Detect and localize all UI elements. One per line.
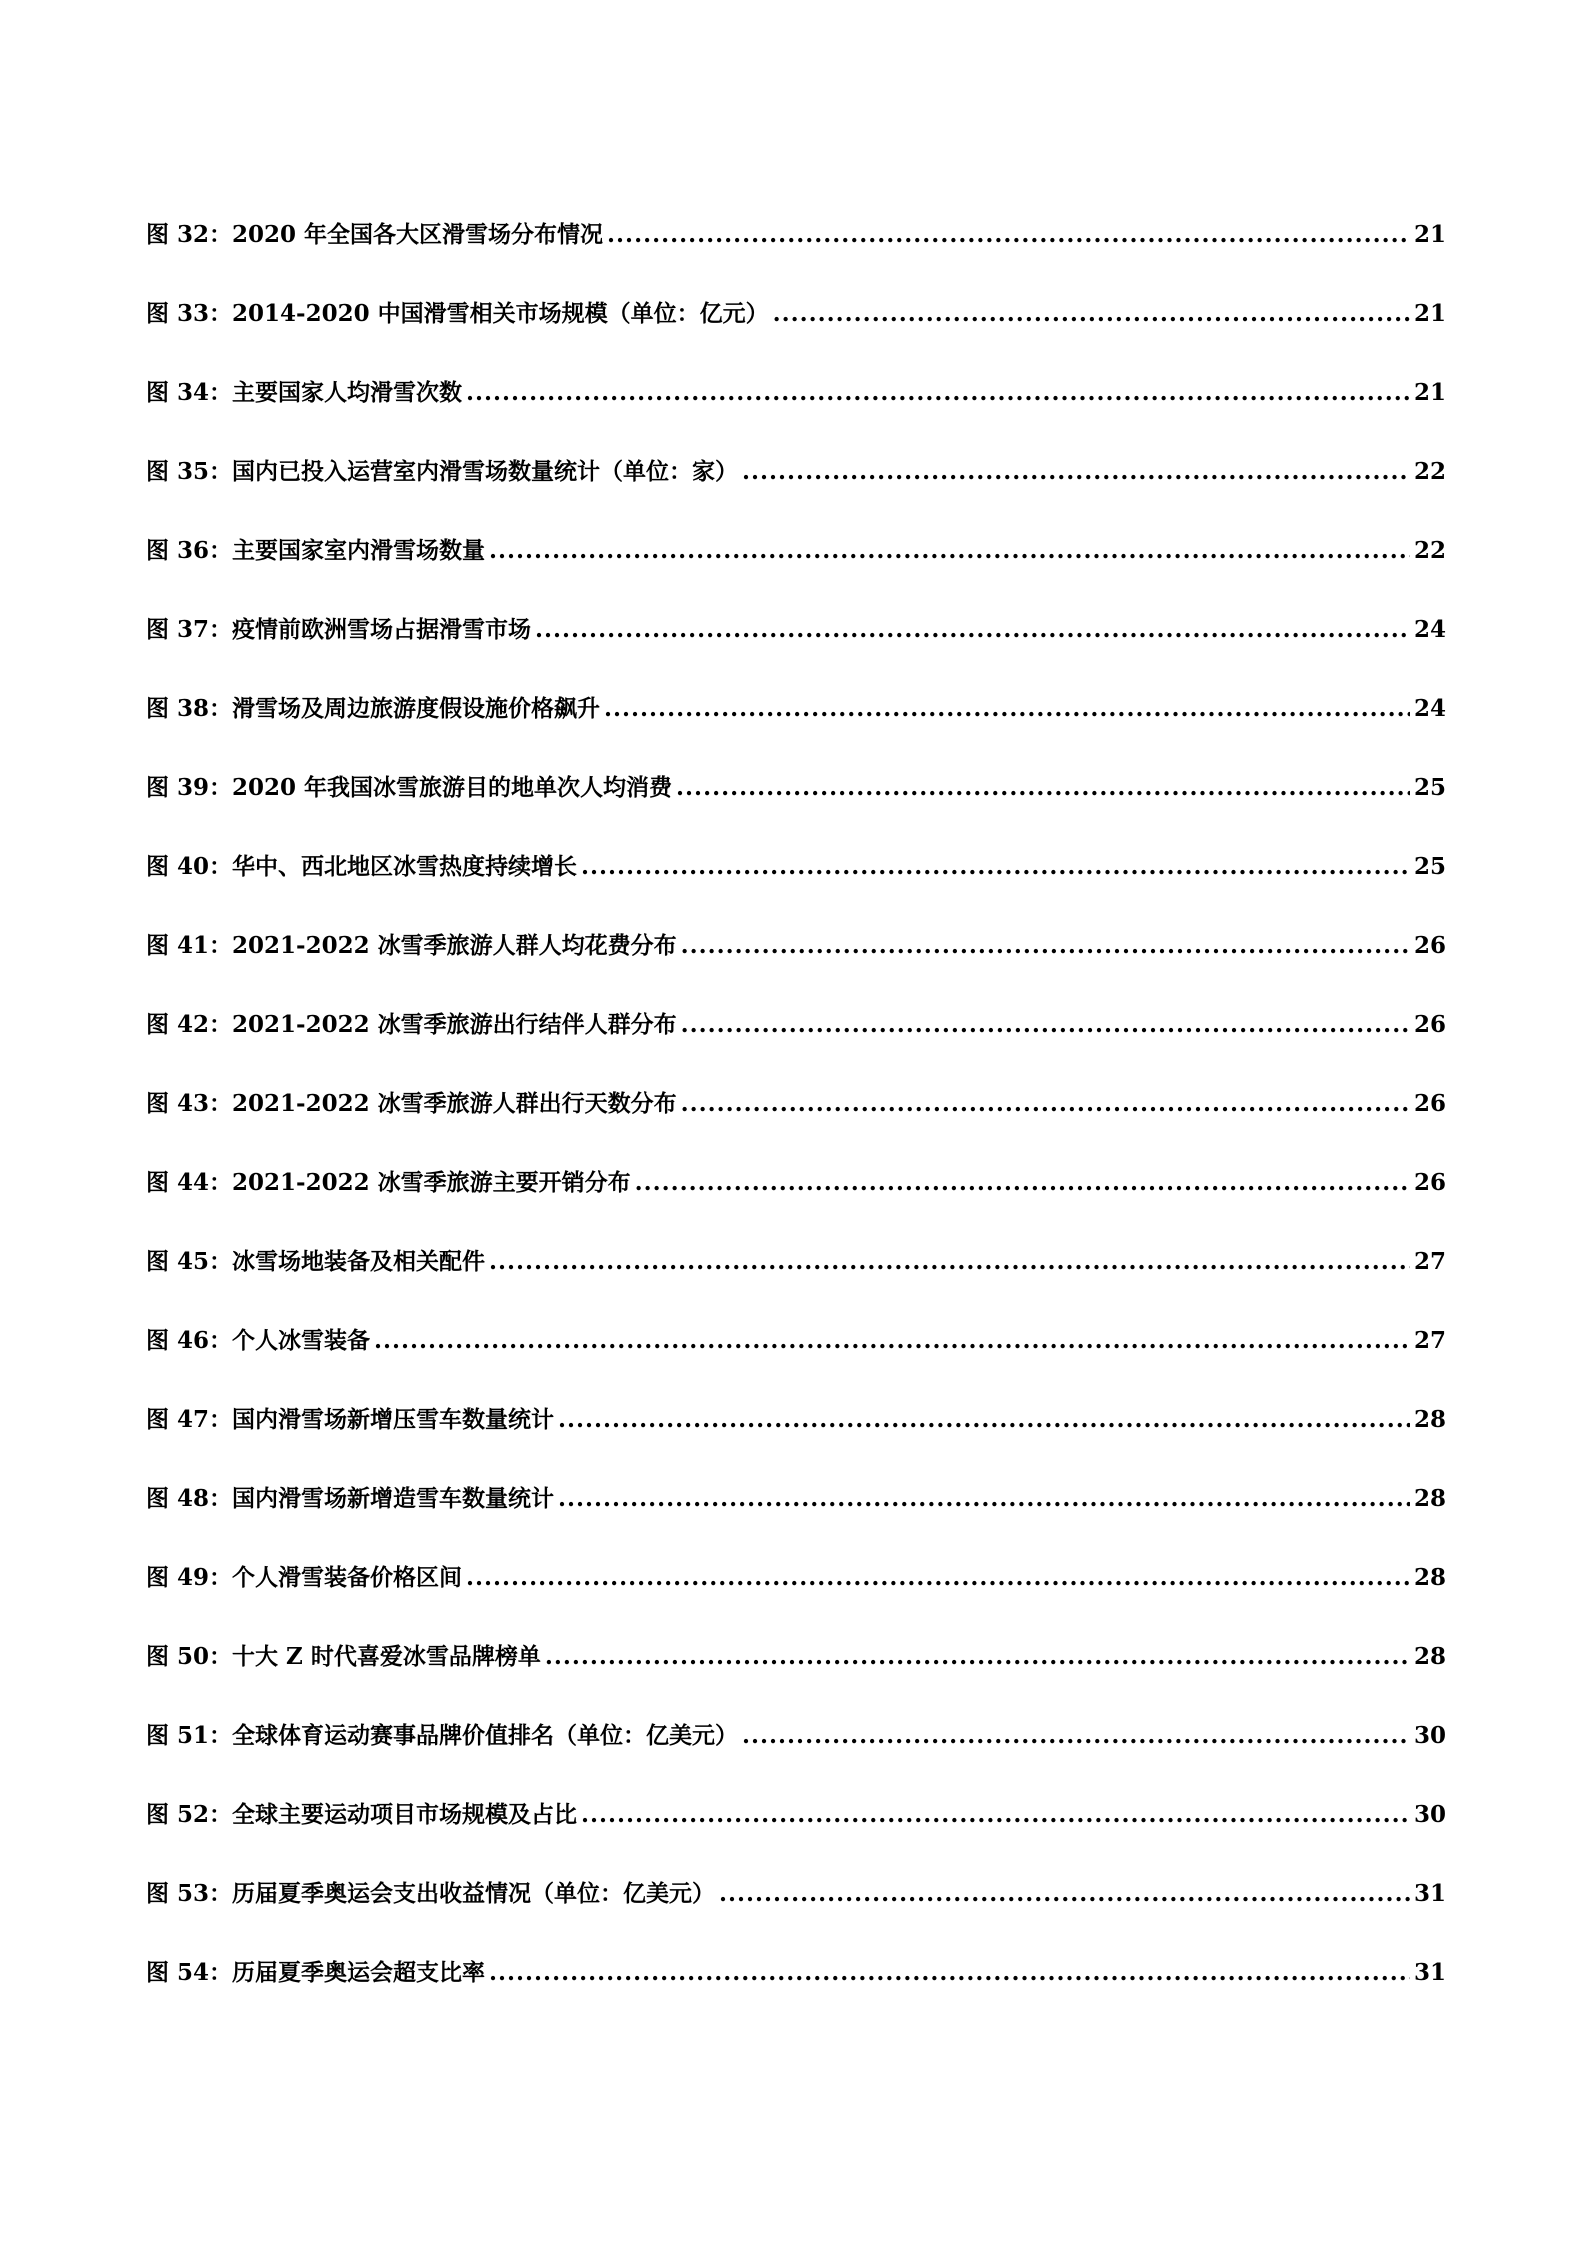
- toc-entry-label: 图 47：: [146, 1406, 233, 1433]
- toc-entry[interactable]: [146, 773, 1446, 852]
- toc-entry[interactable]: [146, 1010, 1446, 1089]
- toc-entry-title: [146, 694, 600, 724]
- toc-page-number: 28: [1413, 1564, 1446, 1591]
- toc-page-number: 27: [1413, 1248, 1446, 1275]
- toc-page-number: 28: [1413, 1406, 1446, 1433]
- toc-entry-text: 2020 年全国各大区滑雪场分布情况: [232, 221, 604, 248]
- toc-entry-text: 主要国家室内滑雪场数量: [232, 537, 486, 564]
- toc-entry-text: 2014-2020 中国滑雪相关市场规模（单位：亿元）: [232, 300, 769, 327]
- toc-entry-text: 全球体育运动赛事品牌价值排名（单位：亿美元）: [232, 1722, 739, 1749]
- toc-entry-label: 图 41：: [146, 932, 233, 959]
- dot-leader: [681, 1089, 1410, 1119]
- dot-leader: [635, 1168, 1410, 1198]
- toc-entry-label: 图 52：: [146, 1801, 233, 1828]
- toc-entry[interactable]: [146, 1168, 1446, 1247]
- toc-entry-label: 图 38：: [146, 695, 233, 722]
- dot-leader: [676, 773, 1410, 803]
- toc-entry[interactable]: [146, 1089, 1446, 1168]
- toc-entry-label: 图 34：: [146, 379, 233, 406]
- toc-entry-label: 图 43：: [146, 1090, 233, 1117]
- toc-entry-title: [146, 457, 738, 487]
- dot-leader: [581, 852, 1410, 882]
- dot-leader: [466, 378, 1410, 408]
- toc-entry[interactable]: [146, 1800, 1446, 1879]
- dot-leader: [535, 615, 1410, 645]
- toc-entry-title: [146, 1168, 631, 1198]
- toc-entry-label: 图 42：: [146, 1011, 233, 1038]
- toc-page-number: 21: [1413, 300, 1446, 327]
- toc-entry[interactable]: [146, 1326, 1446, 1405]
- toc-entry-title: [146, 1800, 577, 1830]
- toc-entry-text: 国内滑雪场新增压雪车数量统计: [232, 1406, 555, 1433]
- toc-page-number: 31: [1413, 1880, 1446, 1907]
- toc-entry[interactable]: [146, 1958, 1446, 2037]
- toc-entry-title: [146, 1010, 677, 1040]
- toc-page-number: 24: [1413, 616, 1446, 643]
- toc-entry-text: 主要国家人均滑雪次数: [232, 379, 463, 406]
- dot-leader: [545, 1642, 1410, 1672]
- toc-entry-title: [146, 931, 677, 961]
- toc-entry-title: [146, 1721, 738, 1751]
- toc-entry[interactable]: [146, 694, 1446, 773]
- toc-page-number: 24: [1413, 695, 1446, 722]
- toc-entry[interactable]: [146, 457, 1446, 536]
- toc-entry-text: 全球主要运动项目市场规模及占比: [232, 1801, 578, 1828]
- dot-leader: [489, 1247, 1410, 1277]
- toc-entry[interactable]: [146, 1642, 1446, 1721]
- toc-entry-title: [146, 1089, 677, 1119]
- toc-entry-label: 图 37：: [146, 616, 233, 643]
- toc-entry-text: 滑雪场及周边旅游度假设施价格飙升: [232, 695, 601, 722]
- toc-entry-title: [146, 1642, 541, 1672]
- toc-entry-text: 2021-2022 冰雪季旅游出行结伴人群分布: [232, 1011, 677, 1038]
- toc-entry[interactable]: [146, 1563, 1446, 1642]
- toc-entry-text: 个人滑雪装备价格区间: [232, 1564, 463, 1591]
- toc-entry-label: 图 33：: [146, 300, 233, 327]
- toc-entry-title: [146, 220, 603, 250]
- toc-entry-title: [146, 852, 577, 882]
- toc-entry-title: [146, 378, 462, 408]
- toc-entry[interactable]: [146, 536, 1446, 615]
- toc-entry-label: 图 44：: [146, 1169, 233, 1196]
- toc-page-number: 25: [1413, 853, 1446, 880]
- toc-page-number: 30: [1413, 1801, 1446, 1828]
- toc-page-number: 31: [1413, 1959, 1446, 1986]
- toc-entry-text: 冰雪场地装备及相关配件: [232, 1248, 486, 1275]
- toc-entry-title: [146, 773, 672, 803]
- dot-leader: [742, 1721, 1410, 1751]
- toc-entry-label: 图 51：: [146, 1722, 233, 1749]
- dot-leader: [607, 220, 1410, 250]
- dot-leader: [681, 1010, 1410, 1040]
- toc-entry-text: 2020 年我国冰雪旅游目的地单次人均消费: [232, 774, 673, 801]
- toc-entry[interactable]: [146, 1484, 1446, 1563]
- toc-entry-label: 图 48：: [146, 1485, 233, 1512]
- toc-entry-label: 图 35：: [146, 458, 233, 485]
- dot-leader: [489, 1958, 1410, 1988]
- toc-entry-text: 国内已投入运营室内滑雪场数量统计（单位：家）: [232, 458, 739, 485]
- toc-entry[interactable]: [146, 378, 1446, 457]
- toc-entry-text: 十大 Z 时代喜爱冰雪品牌榜单: [232, 1643, 541, 1670]
- toc-page-number: 22: [1413, 537, 1446, 564]
- toc-entry[interactable]: [146, 1721, 1446, 1800]
- toc-entry-label: 图 45：: [146, 1248, 233, 1275]
- dot-leader: [558, 1405, 1410, 1435]
- dot-leader: [719, 1879, 1410, 1909]
- toc-entry-title: [146, 536, 485, 566]
- toc-entry-title: [146, 1484, 554, 1514]
- toc-entry-label: 图 53：: [146, 1880, 233, 1907]
- toc-entry-title: [146, 299, 769, 329]
- figure-table-of-contents: [146, 220, 1446, 2037]
- toc-entry-text: 2021-2022 冰雪季旅游人群人均花费分布: [232, 932, 677, 959]
- toc-page-number: 22: [1413, 458, 1446, 485]
- dot-leader: [558, 1484, 1410, 1514]
- toc-entry[interactable]: [146, 220, 1446, 299]
- toc-entry[interactable]: [146, 1405, 1446, 1484]
- toc-entry-label: 图 40：: [146, 853, 233, 880]
- toc-entry-title: [146, 1247, 485, 1277]
- dot-leader: [742, 457, 1410, 487]
- toc-page-number: 26: [1413, 932, 1446, 959]
- dot-leader: [681, 931, 1410, 961]
- toc-entry-title: [146, 1326, 370, 1356]
- toc-entry-text: 疫情前欧洲雪场占据滑雪市场: [232, 616, 532, 643]
- toc-entry[interactable]: [146, 1247, 1446, 1326]
- dot-leader: [773, 299, 1410, 329]
- toc-entry-title: [146, 615, 531, 645]
- dot-leader: [581, 1800, 1410, 1830]
- toc-entry-label: 图 32：: [146, 221, 233, 248]
- toc-entry[interactable]: [146, 615, 1446, 694]
- toc-page-number: 26: [1413, 1169, 1446, 1196]
- toc-entry-text: 2021-2022 冰雪季旅游主要开销分布: [232, 1169, 631, 1196]
- toc-entry-label: 图 36：: [146, 537, 233, 564]
- toc-entry-text: 华中、西北地区冰雪热度持续增长: [232, 853, 578, 880]
- toc-entry[interactable]: [146, 931, 1446, 1010]
- toc-entry-title: [146, 1879, 715, 1909]
- toc-entry-text: 国内滑雪场新增造雪车数量统计: [232, 1485, 555, 1512]
- toc-entry-label: 图 46：: [146, 1327, 233, 1354]
- toc-page-number: 21: [1413, 221, 1446, 248]
- toc-entry-label: 图 54：: [146, 1959, 233, 1986]
- toc-entry-text: 历届夏季奥运会超支比率: [232, 1959, 486, 1986]
- toc-page-number: 27: [1413, 1327, 1446, 1354]
- toc-page-number: 30: [1413, 1722, 1446, 1749]
- toc-page-number: 21: [1413, 379, 1446, 406]
- toc-entry[interactable]: [146, 299, 1446, 378]
- dot-leader: [466, 1563, 1410, 1593]
- toc-entry-title: [146, 1958, 485, 1988]
- toc-entry[interactable]: [146, 1879, 1446, 1958]
- toc-entry-title: [146, 1563, 462, 1593]
- dot-leader: [374, 1326, 1410, 1356]
- toc-page-number: 26: [1413, 1090, 1446, 1117]
- dot-leader: [604, 694, 1410, 724]
- toc-entry-label: 图 50：: [146, 1643, 233, 1670]
- toc-entry-text: 历届夏季奥运会支出收益情况（单位：亿美元）: [232, 1880, 716, 1907]
- toc-entry[interactable]: [146, 852, 1446, 931]
- toc-page-number: 25: [1413, 774, 1446, 801]
- toc-page-number: 26: [1413, 1011, 1446, 1038]
- toc-entry-text: 2021-2022 冰雪季旅游人群出行天数分布: [232, 1090, 677, 1117]
- toc-page-number: 28: [1413, 1643, 1446, 1670]
- toc-entry-title: [146, 1405, 554, 1435]
- toc-entry-label: 图 39：: [146, 774, 233, 801]
- dot-leader: [489, 536, 1410, 566]
- toc-entry-text: 个人冰雪装备: [232, 1327, 371, 1354]
- toc-entry-label: 图 49：: [146, 1564, 233, 1591]
- toc-page-number: 28: [1413, 1485, 1446, 1512]
